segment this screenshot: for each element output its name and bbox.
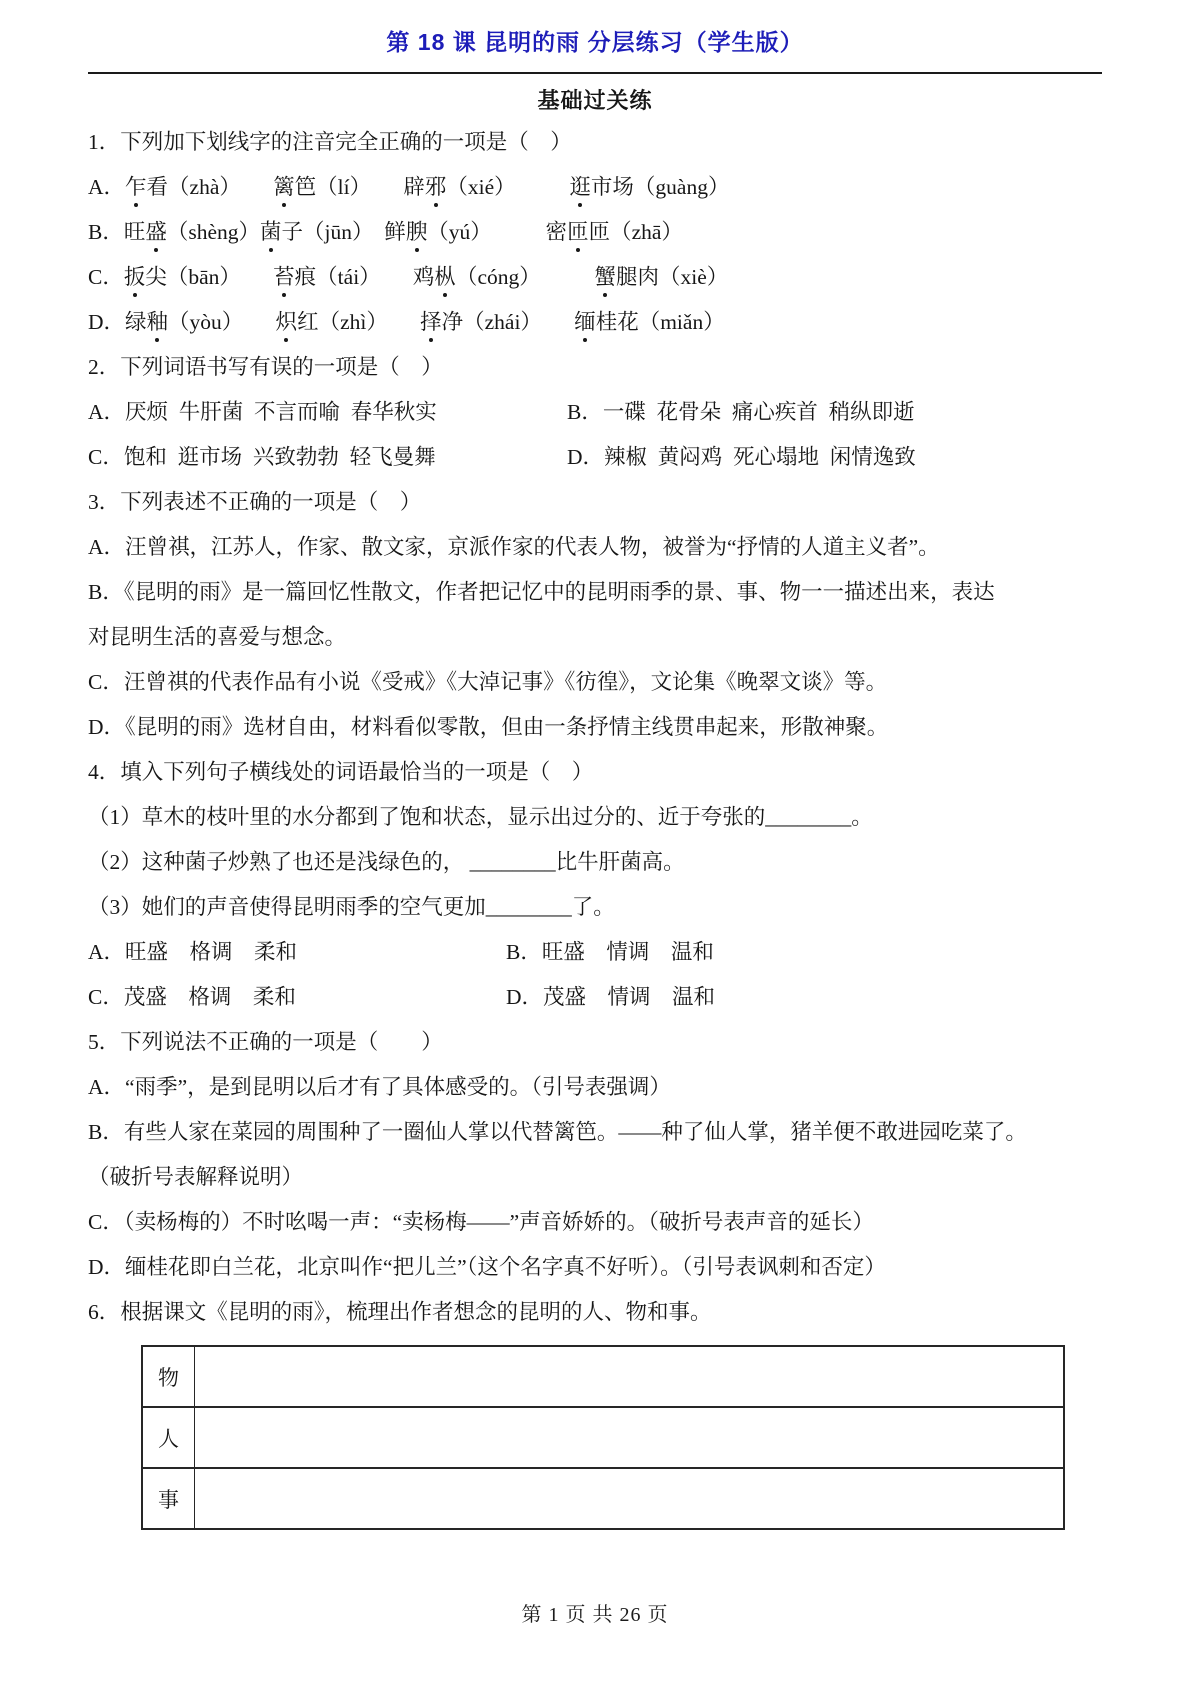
emphasized-char: 篱 <box>273 170 295 201</box>
text-line <box>88 480 1102 525</box>
row-label: 物 <box>142 1346 195 1407</box>
text-run: A． <box>88 175 126 199</box>
text-line <box>88 1245 1102 1290</box>
row-label: 人 <box>142 1407 195 1468</box>
text-run: （yú） 密 <box>427 220 568 244</box>
text-run: A．旺盛 格调 柔和 <box>88 940 298 964</box>
option-column-right <box>567 390 915 435</box>
option-column-left <box>88 975 506 1020</box>
emphasized-char: 炽 <box>276 305 298 336</box>
section-heading: 基础过关练 <box>537 88 653 113</box>
emphasized-char: 苔 <box>273 260 295 291</box>
table-row <box>142 1468 1064 1529</box>
text-run: D．辣椒 黄闷鸡 死心塌地 闲情逸致 <box>567 445 916 469</box>
text-line <box>88 1020 1102 1065</box>
text-line <box>88 975 1102 1020</box>
text-run: B．一碟 花骨朵 痛心疾首 稍纵即逝 <box>567 400 915 424</box>
text-line <box>88 120 1102 165</box>
text-run: （3）她们的声音使得昆明雨季的空气更加________了。 <box>88 895 615 919</box>
text-line <box>88 570 1102 615</box>
text-run: 1．下列加下划线字的注音完全正确的一项是（ ） <box>88 130 572 154</box>
document-page <box>88 0 1102 1530</box>
text-run: 桂花（miǎn） <box>595 310 725 334</box>
text-run: 2．下列词语书写有误的一项是（ ） <box>88 355 443 379</box>
emphasized-char: 缅 <box>574 305 596 336</box>
text-run: 子（jūn） 鲜 <box>281 220 406 244</box>
emphasized-char: 扳 <box>124 260 146 291</box>
text-run: D．绿 <box>88 310 147 334</box>
text-run: 匝（zhā） <box>588 220 683 244</box>
row-label: 事 <box>142 1468 195 1529</box>
text-run: B．旺 <box>88 220 146 244</box>
text-run: C．茂盛 格调 柔和 <box>88 985 296 1009</box>
option-column-left <box>88 435 567 480</box>
answer-cell <box>195 1407 1065 1468</box>
emphasized-char: 腴 <box>406 215 428 246</box>
option-column-right <box>506 930 714 975</box>
text-run: A．汪曾祺，江苏人，作家、散文家，京派作家的代表人物，被誉为“抒情的人道主义者”。 <box>88 535 940 559</box>
text-run: 净（zhái） <box>441 310 575 334</box>
text-line <box>88 885 1102 930</box>
answer-table <box>141 1345 1065 1530</box>
text-run: 腿肉（xiè） <box>616 265 729 289</box>
text-run: 3．下列表述不正确的一项是（ ） <box>88 490 422 514</box>
text-run: （cóng） <box>455 265 595 289</box>
table-row <box>142 1407 1064 1468</box>
text-line <box>88 1065 1102 1110</box>
text-line <box>88 750 1102 795</box>
text-line <box>88 210 1102 255</box>
worksheet-body <box>88 120 1102 1335</box>
text-line <box>88 390 1102 435</box>
text-run: （破折号表解释说明） <box>88 1165 304 1189</box>
text-run: 6．根据课文《昆明的雨》，梳理出作者想念的昆明的人、物和事。 <box>88 1300 712 1324</box>
text-run: 对昆明生活的喜爱与想念。 <box>88 625 347 649</box>
text-line <box>88 345 1102 390</box>
page-title: 第 18 课 昆明的雨 分层练习（学生版） <box>386 29 804 55</box>
answer-cell <box>195 1346 1065 1407</box>
text-run: （1）草木的枝叶里的水分都到了饱和状态，显示出过分的、近于夸张的________。 <box>88 805 873 829</box>
emphasized-char: 匝 <box>567 215 589 246</box>
emphasized-char: 逛 <box>569 170 591 201</box>
text-run: （yòu） <box>168 310 276 334</box>
text-line <box>88 435 1102 480</box>
text-run: （2）这种菌子炒熟了也还是浅绿色的， ________比牛肝菌高。 <box>88 850 685 874</box>
text-run: B．有些人家在菜园的周围种了一圈仙人掌以代替篱笆。——种了仙人掌，猪羊便不敢进园吃菜了。 <box>88 1120 1027 1144</box>
text-line <box>88 1200 1102 1245</box>
text-line <box>88 300 1102 345</box>
text-run: 看（zhà） <box>146 175 274 199</box>
text-run: A．“雨季”，是到昆明以后才有了具体感受的。（引号表强调） <box>88 1075 671 1099</box>
emphasized-char: 釉 <box>147 305 169 336</box>
emphasized-char: 菌 <box>260 215 282 246</box>
text-run: 红（zhì） <box>297 310 421 334</box>
text-run: 4．填入下列句子横线处的词语最恰当的一项是（ ） <box>88 760 594 784</box>
title-divider <box>88 72 1102 74</box>
option-column-left <box>88 930 506 975</box>
text-line <box>88 1110 1102 1155</box>
text-run: 痕（tái） 鸡 <box>294 265 435 289</box>
text-line <box>88 165 1102 210</box>
text-run: C． <box>88 265 124 289</box>
text-line <box>88 525 1102 570</box>
text-line <box>88 795 1102 840</box>
emphasized-char: 枞 <box>434 260 456 291</box>
text-run: B．《昆明的雨》是一篇回忆性散文，作者把记忆中的昆明雨季的景、事、物一一描述出来，表达 <box>88 580 995 604</box>
text-run: D．缅桂花即白兰花，北京叫作“把儿兰”（这个名字真不好听）。（引号表讽刺和否定） <box>88 1255 886 1279</box>
text-line <box>88 615 1102 660</box>
text-run: C．饱和 逛市场 兴致勃勃 轻飞曼舞 <box>88 445 436 469</box>
text-run: A．厌烦 牛肝菌 不言而喻 春华秋实 <box>88 400 437 424</box>
text-run: 尖（bān） <box>145 265 274 289</box>
text-line <box>88 705 1102 750</box>
option-column-right <box>506 975 715 1020</box>
text-line <box>88 1155 1102 1200</box>
text-run: 笆（lí） 辟 <box>294 175 425 199</box>
page-footer: 第 1 页 共 26 页 <box>521 1604 669 1626</box>
text-line <box>88 840 1102 885</box>
text-line <box>88 255 1102 300</box>
option-column-right <box>567 435 916 480</box>
emphasized-char: 乍 <box>125 170 147 201</box>
text-run: 市场（guàng） <box>590 175 730 199</box>
text-run: （xié） <box>446 175 570 199</box>
text-run: 5．下列说法不正确的一项是（ ） <box>88 1030 443 1054</box>
text-line <box>88 1290 1102 1335</box>
text-line <box>88 660 1102 705</box>
emphasized-char: 择 <box>420 305 442 336</box>
option-column-left <box>88 390 567 435</box>
text-line <box>88 930 1102 975</box>
table-row <box>142 1346 1064 1407</box>
text-run: B．旺盛 情调 温和 <box>506 940 714 964</box>
emphasized-char: 蟹 <box>594 260 616 291</box>
text-run: （shèng） <box>166 220 261 244</box>
text-run: D．《昆明的雨》选材自由，材料看似零散，但由一条抒情主线贯串起来，形散神聚。 <box>88 715 889 739</box>
text-run: C．汪曾祺的代表作品有小说《受戒》《大淖记事》《彷徨》，文论集《晚翠文谈》等。 <box>88 670 888 694</box>
text-run: C．（卖杨梅的）不时吆喝一声：“卖杨梅——”声音娇娇的。（破折号表声音的延长） <box>88 1210 874 1234</box>
emphasized-char: 盛 <box>145 215 167 246</box>
answer-cell <box>195 1468 1065 1529</box>
text-run: D．茂盛 情调 温和 <box>506 985 716 1009</box>
emphasized-char: 邪 <box>425 170 447 201</box>
